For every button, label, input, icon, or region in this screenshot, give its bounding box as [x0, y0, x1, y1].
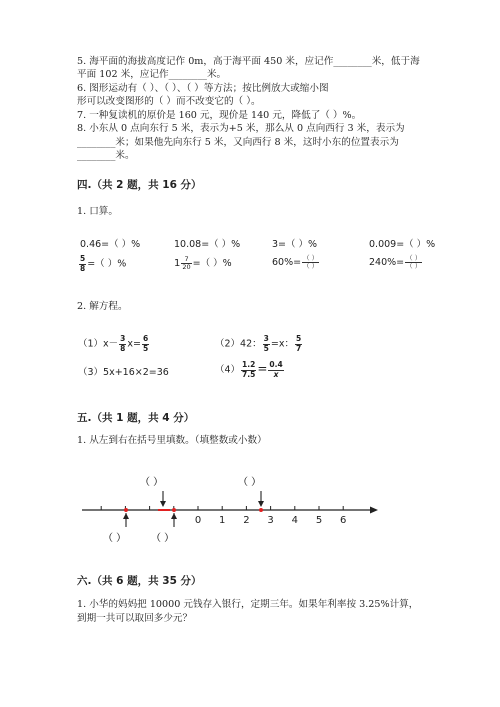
- fraction: $\frac{0.4}{x}$: [269, 360, 283, 379]
- blank-bottom-2: （ ）: [151, 533, 175, 544]
- tick-label: 2: [243, 515, 250, 526]
- q5-line-2: 平面 102 米，应记作________米。: [77, 69, 227, 80]
- fraction: $\frac{5}{7}$: [295, 334, 302, 353]
- q7-line: 7. 一种复读机的原价是 160 元，现价是 140 元，降低了（ ）%。: [77, 110, 362, 121]
- fraction: $\frac{6}{5}$: [142, 334, 149, 353]
- equation-3: （3）5x+16×2=36: [78, 367, 169, 378]
- fraction: $\frac{3}{8}$: [120, 334, 126, 353]
- section-5-heading: 五.（共 1 题，共 4 分）: [77, 412, 195, 424]
- s5-q1-title: 1. 从左到右在括号里填数。（填整数或小数）: [77, 435, 267, 446]
- calc-10-08: 10.08=（ ）%: [174, 239, 241, 250]
- fraction-blank: $\frac{( )}{( )}$: [303, 254, 319, 270]
- up-arrow-head: [171, 513, 177, 519]
- s4-q1-title: 1. 口算。: [77, 206, 118, 217]
- section-4-heading: 四.（共 2 题，共 16 分）: [77, 179, 202, 191]
- red-point: [172, 508, 176, 512]
- tick-label: 4: [291, 515, 298, 526]
- calc-240-percent: 240%= $\frac{( )}{( )}$: [369, 254, 422, 270]
- tick-label: 3: [267, 515, 274, 526]
- blank-top-2: （ ）: [238, 477, 262, 488]
- s4-q2-title: 2. 解方程。: [77, 301, 128, 312]
- blank-top-1: （ ）: [140, 477, 164, 488]
- calc-3: 3=（ ）%: [272, 239, 318, 250]
- tick-label: 6: [340, 515, 347, 526]
- number-line-arrowhead: [370, 507, 378, 514]
- number-line-ticks: [101, 506, 346, 526]
- calc-mixed-number: 1 $\frac{7}{20}$ =（ ）%: [174, 255, 232, 271]
- q5-line-1: 5. 海平面的海拔高度记作 0m，高于海平面 450 米，应记作________米，低于海: [77, 56, 420, 67]
- calc-0-46: 0.46=（ ）%: [80, 239, 141, 250]
- tick-label: 1: [219, 515, 226, 526]
- s6-q1-line-2: 到期一共可以取回多少元？: [77, 613, 193, 624]
- red-point: [259, 508, 263, 512]
- q8-line-3: ________米。: [77, 150, 135, 161]
- down-arrow-head: [258, 501, 264, 507]
- q8-line-2: ________米；如果他先向东行 5 米，又向西行 8 米，这时小东的位置表示为: [77, 137, 399, 148]
- tick-label: 0: [194, 515, 202, 526]
- calc-0-009: 0.009=（ ）%: [369, 239, 436, 250]
- down-arrow-head: [160, 501, 166, 507]
- fraction: $\frac{7}{20}$: [182, 255, 191, 271]
- q8-line-1: 8. 小东从 0 点向东行 5 米，表示为+5 米，那么从 0 点向西行 3 米，表示为: [77, 123, 405, 134]
- calc-60-percent: 60%= $\frac{( )}{( )}$: [272, 254, 319, 270]
- equation-4: （4） $\frac{1.2}{7.5}$ = $\frac{0.4}{x}$: [215, 360, 283, 379]
- red-point: [124, 508, 128, 512]
- s6-q1-line-1: 1. 小华的妈妈把 10000 元钱存入银行，定期三年。如果年利率按 3.25%计算，: [77, 599, 419, 610]
- section-6-heading: 六.（共 6 题，共 35 分）: [77, 575, 202, 587]
- equation-2: （2）42： $\frac{3}{5}$ =x： $\frac{5}{7}$: [215, 334, 302, 353]
- fraction: $\frac{5}{8}$: [80, 254, 86, 273]
- tick-label: 5: [315, 515, 323, 526]
- equation-1: （1）x－ $\frac{3}{8}$ x= $\frac{6}{5}$: [78, 334, 149, 353]
- q6-line-1: 6. 图形运动有（ ）、（ ）、（ ）等方法；按比例放大或缩小图: [77, 83, 329, 94]
- blank-bottom-1: （ ）: [103, 533, 127, 544]
- calc-five-eighths: $\frac{5}{8}$ =（ ）%: [80, 254, 127, 273]
- q6-line-2: 形可以改变图形的（ ）而不改变它的（ ）。: [77, 96, 261, 107]
- fraction-blank: $\frac{( )}{( )}$: [406, 254, 422, 270]
- fraction: $\frac{3}{5}$: [263, 334, 269, 353]
- fraction: $\frac{1.2}{7.5}$: [242, 360, 256, 379]
- up-arrow-head: [123, 513, 129, 519]
